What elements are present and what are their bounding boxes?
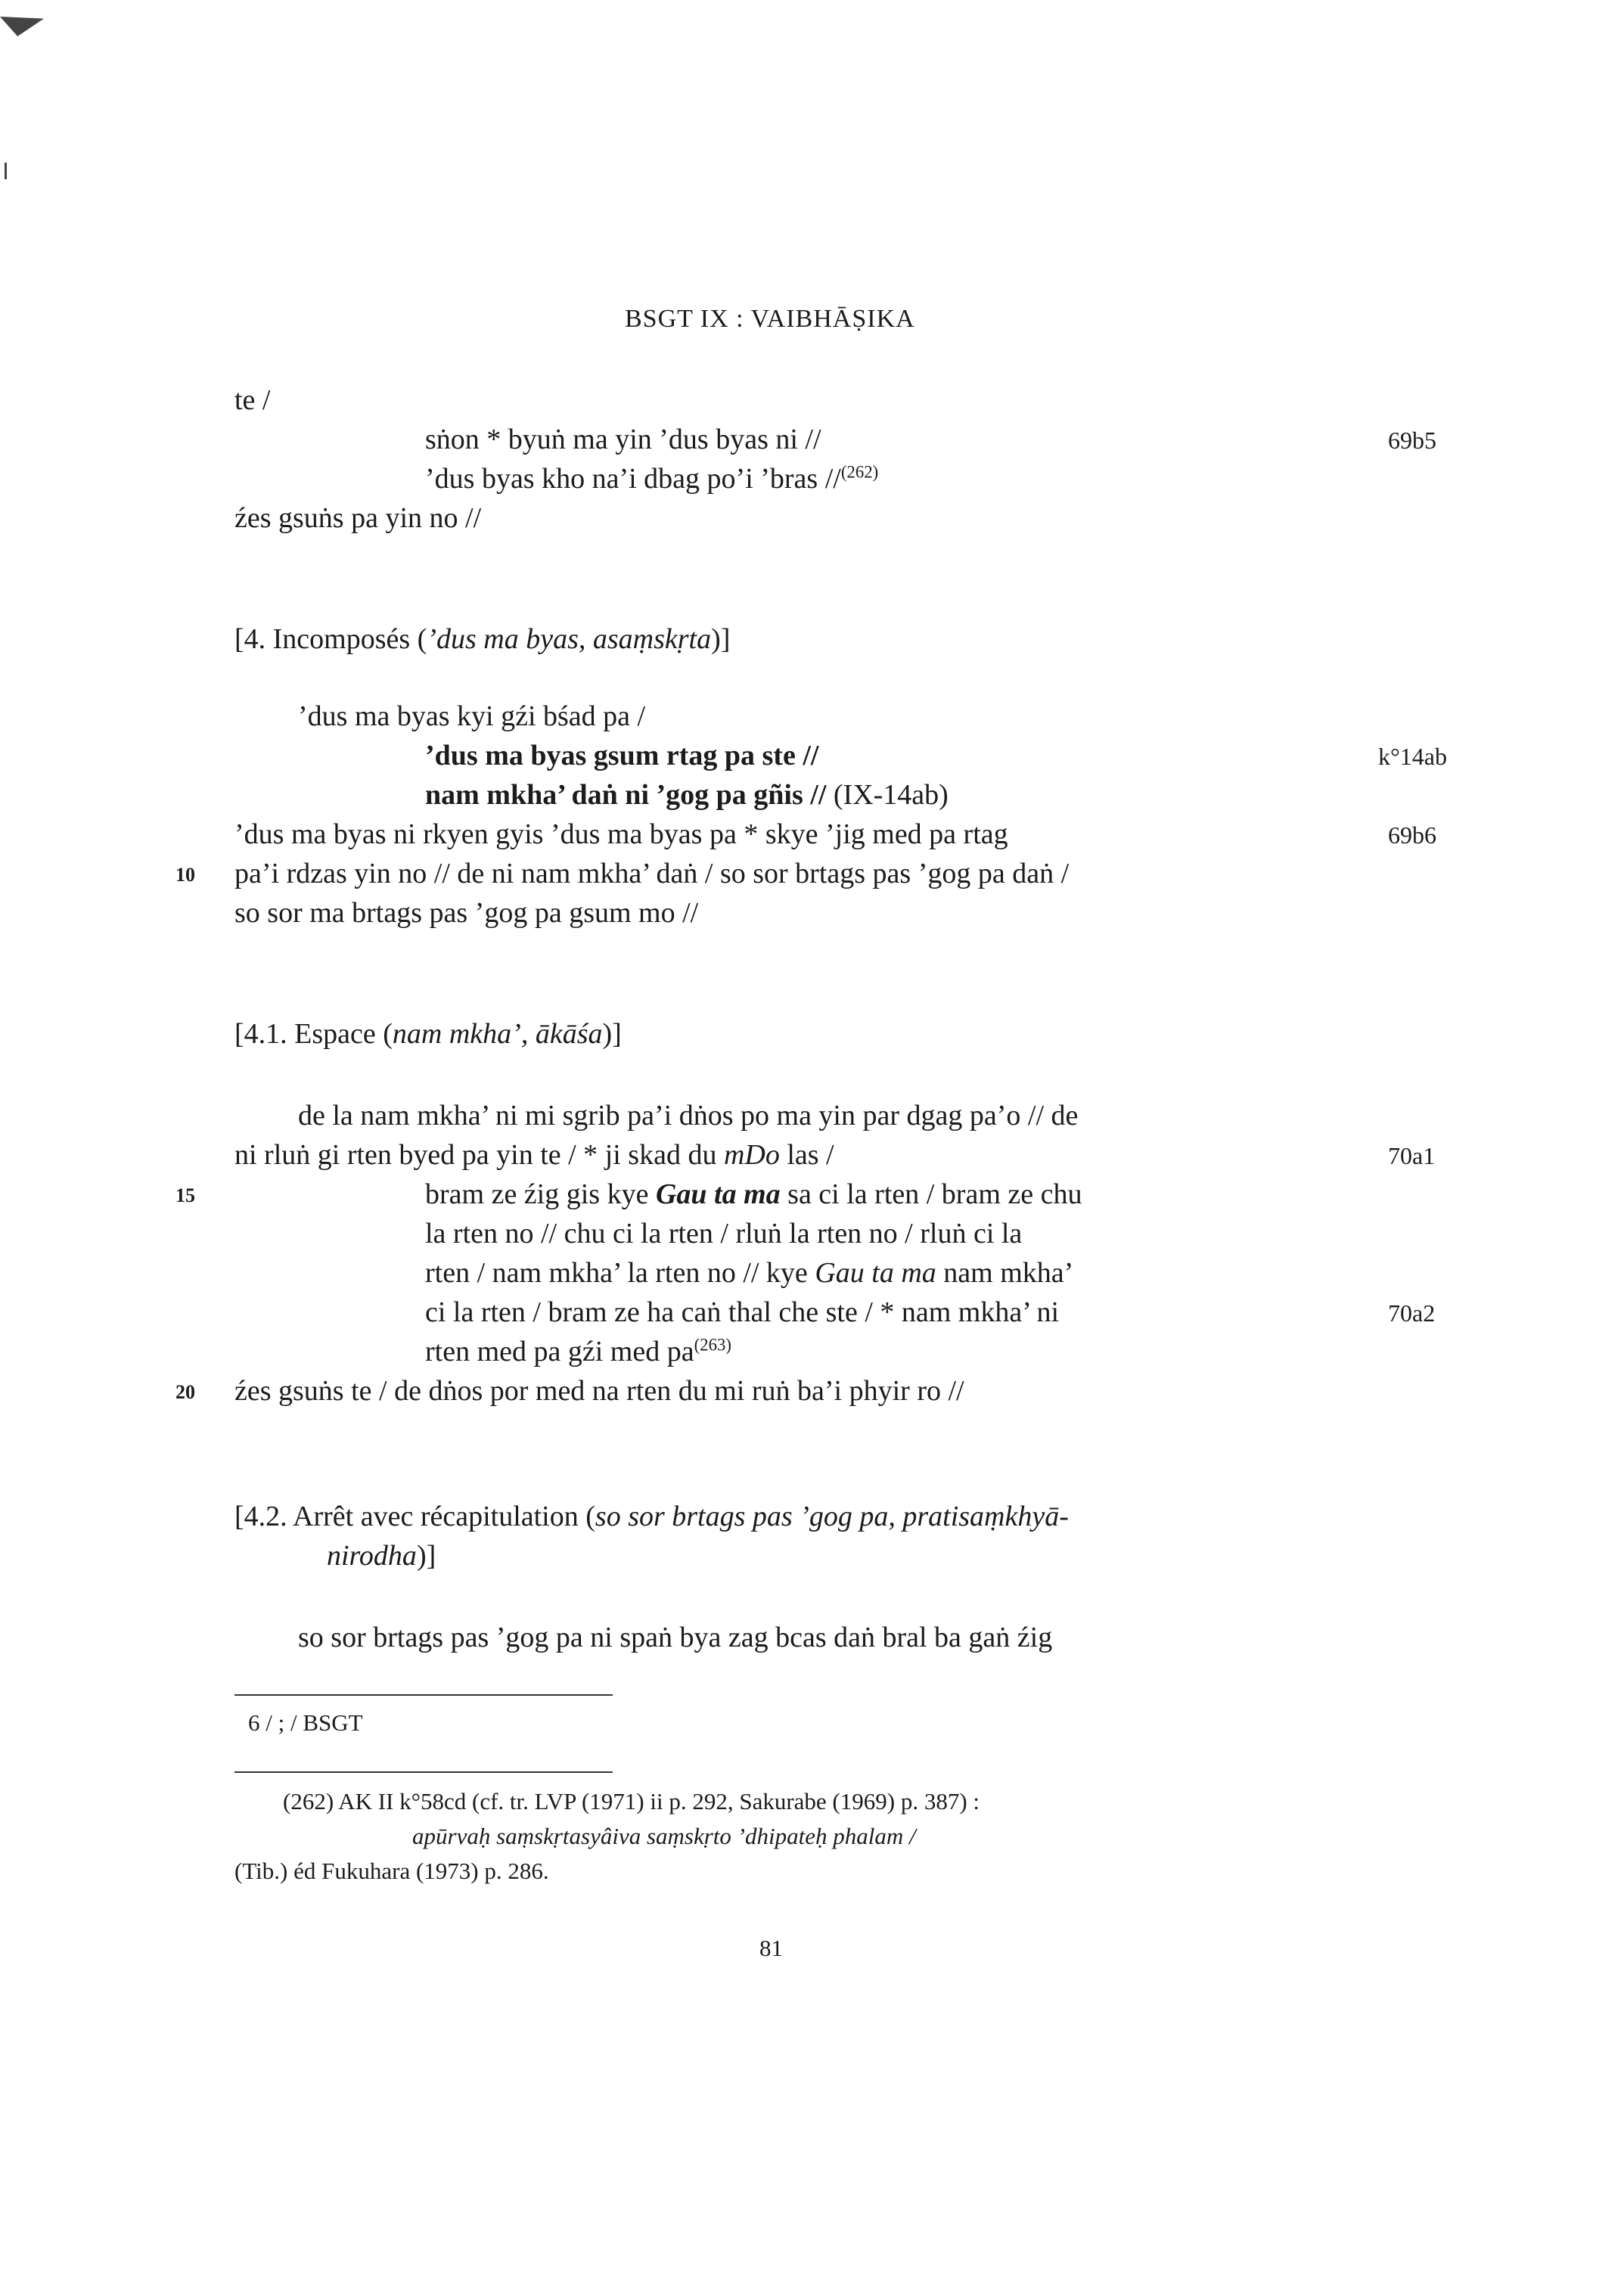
line-number: 20 (175, 1381, 195, 1403)
text-line: ’dus ma byas kyi gźi bśad pa / (298, 700, 646, 732)
verse-ref: (IX-14ab) (826, 779, 949, 811)
footnote-rule (234, 1771, 613, 1773)
margin-ref: 69b5 (1388, 427, 1436, 454)
quote-line: la rten no // chu ci la rten / rluṅ la rten no / rluṅ ci la (425, 1218, 1023, 1249)
heading-italic: nam mkha’, ākāśa (392, 1018, 603, 1050)
scan-mark (5, 163, 7, 179)
text-italic: Gau ta ma (815, 1257, 936, 1289)
apparatus-rule (234, 1694, 613, 1696)
text-segment: ni rluṅ gi rten byed pa yin te / * ji skad du (234, 1139, 724, 1171)
text-line: źes gsuṅs pa yin no // (234, 502, 482, 534)
footnote-ref: (263) (694, 1335, 731, 1355)
text-segment: rten med pa gźi med pa (425, 1336, 694, 1367)
heading-italic: ’dus ma byas, asaṃskṛta (427, 623, 712, 655)
heading-text: [4.1. Espace ( (234, 1018, 393, 1050)
heading-text: )] (602, 1018, 622, 1050)
verse-text: ’dus byas kho na’i dbag po’i ’bras // (425, 463, 841, 495)
text-line: so sor ma brtags pas ’gog pa gsum mo // (234, 897, 699, 929)
verse-line (425, 781, 949, 809)
heading-text: [4. Incomposés ( (234, 623, 427, 655)
margin-ref: k°14ab (1378, 743, 1447, 770)
section-heading-cont (327, 1541, 436, 1570)
footnote-line: (262) AK II k°58cd (cf. tr. LVP (1971) ii p. 292, Sakurabe (1969) p. 387) : (283, 1788, 980, 1814)
section-heading (234, 1502, 1069, 1531)
text-segment: nam mkha’ (936, 1257, 1074, 1289)
heading-text: )] (416, 1540, 436, 1572)
heading-text: )] (711, 623, 731, 655)
section-heading (234, 625, 730, 653)
quote-line: ci la rten / bram ze ha caṅ thal che ste / * nam mkha’ ni (425, 1296, 1060, 1328)
line-number: 15 (175, 1184, 195, 1206)
section-heading (234, 1020, 622, 1048)
quote-line (425, 1180, 1082, 1209)
scan-mark (0, 17, 44, 36)
text-line: de la nam mkha’ ni mi sgrib pa’i dṅos po ma yin par dgag pa’o // de (298, 1100, 1079, 1131)
running-header: BSGT IX : VAIBHĀṢIKA (625, 305, 915, 333)
apparatus-note: 6 / ; / BSGT (248, 1709, 363, 1736)
heading-italic: so sor brtags pas ’gog pa, pratisaṃkhyā- (595, 1501, 1069, 1532)
footnote-line: apūrvaḥ saṃskṛtasyâiva saṃskṛto ’dhipateḥ phalam / (412, 1823, 916, 1849)
text-segment: sa ci la rten / bram ze chu (780, 1178, 1082, 1210)
heading-text: [4.2. Arrêt avec récapitulation ( (234, 1501, 595, 1532)
margin-ref: 70a1 (1388, 1142, 1436, 1169)
margin-ref: 69b6 (1388, 821, 1436, 849)
quote-line (425, 1337, 731, 1366)
footnote-line: (Tib.) éd Fukuhara (1973) p. 286. (234, 1858, 549, 1884)
verse-line: sṅon * byuṅ ma yin ’dus byas ni // (425, 424, 821, 455)
text-line: so sor brtags pas ’gog pa ni spaṅ bya zag bcas daṅ bral ba gaṅ źig (298, 1622, 1053, 1653)
text-line (234, 1141, 834, 1169)
text-italic: mDo (723, 1139, 780, 1171)
text-segment: rten / nam mkha’ la rten no // kye (425, 1257, 815, 1289)
text-bold-italic: Gau ta ma (655, 1178, 781, 1210)
quote-line (425, 1259, 1073, 1287)
text-line: te / (234, 384, 271, 416)
heading-italic: nirodha (327, 1540, 417, 1572)
margin-ref: 70a2 (1388, 1299, 1436, 1327)
page-number: 81 (759, 1935, 783, 1961)
verse-text: nam mkha’ daṅ ni ’gog pa gñis // (425, 779, 827, 811)
verse-line: ’dus ma byas gsum rtag pa ste // (425, 740, 819, 771)
footnote-ref: (262) (840, 462, 879, 482)
text-line: źes gsuṅs te / de dṅos por med na rten du mi ruṅ ba’i phyir ro // (234, 1375, 964, 1407)
text-line: pa’i rdzas yin no // de ni nam mkha’ daṅ / so sor brtags pas ’gog pa daṅ / (234, 858, 1070, 889)
line-number: 10 (175, 864, 195, 886)
text-line: ’dus ma byas ni rkyen gyis ’dus ma byas pa * skye ’jig med pa rtag (234, 818, 1008, 850)
verse-line (425, 464, 878, 493)
text-segment: las / (779, 1139, 834, 1171)
text-segment: bram ze źig gis kye (425, 1178, 656, 1210)
